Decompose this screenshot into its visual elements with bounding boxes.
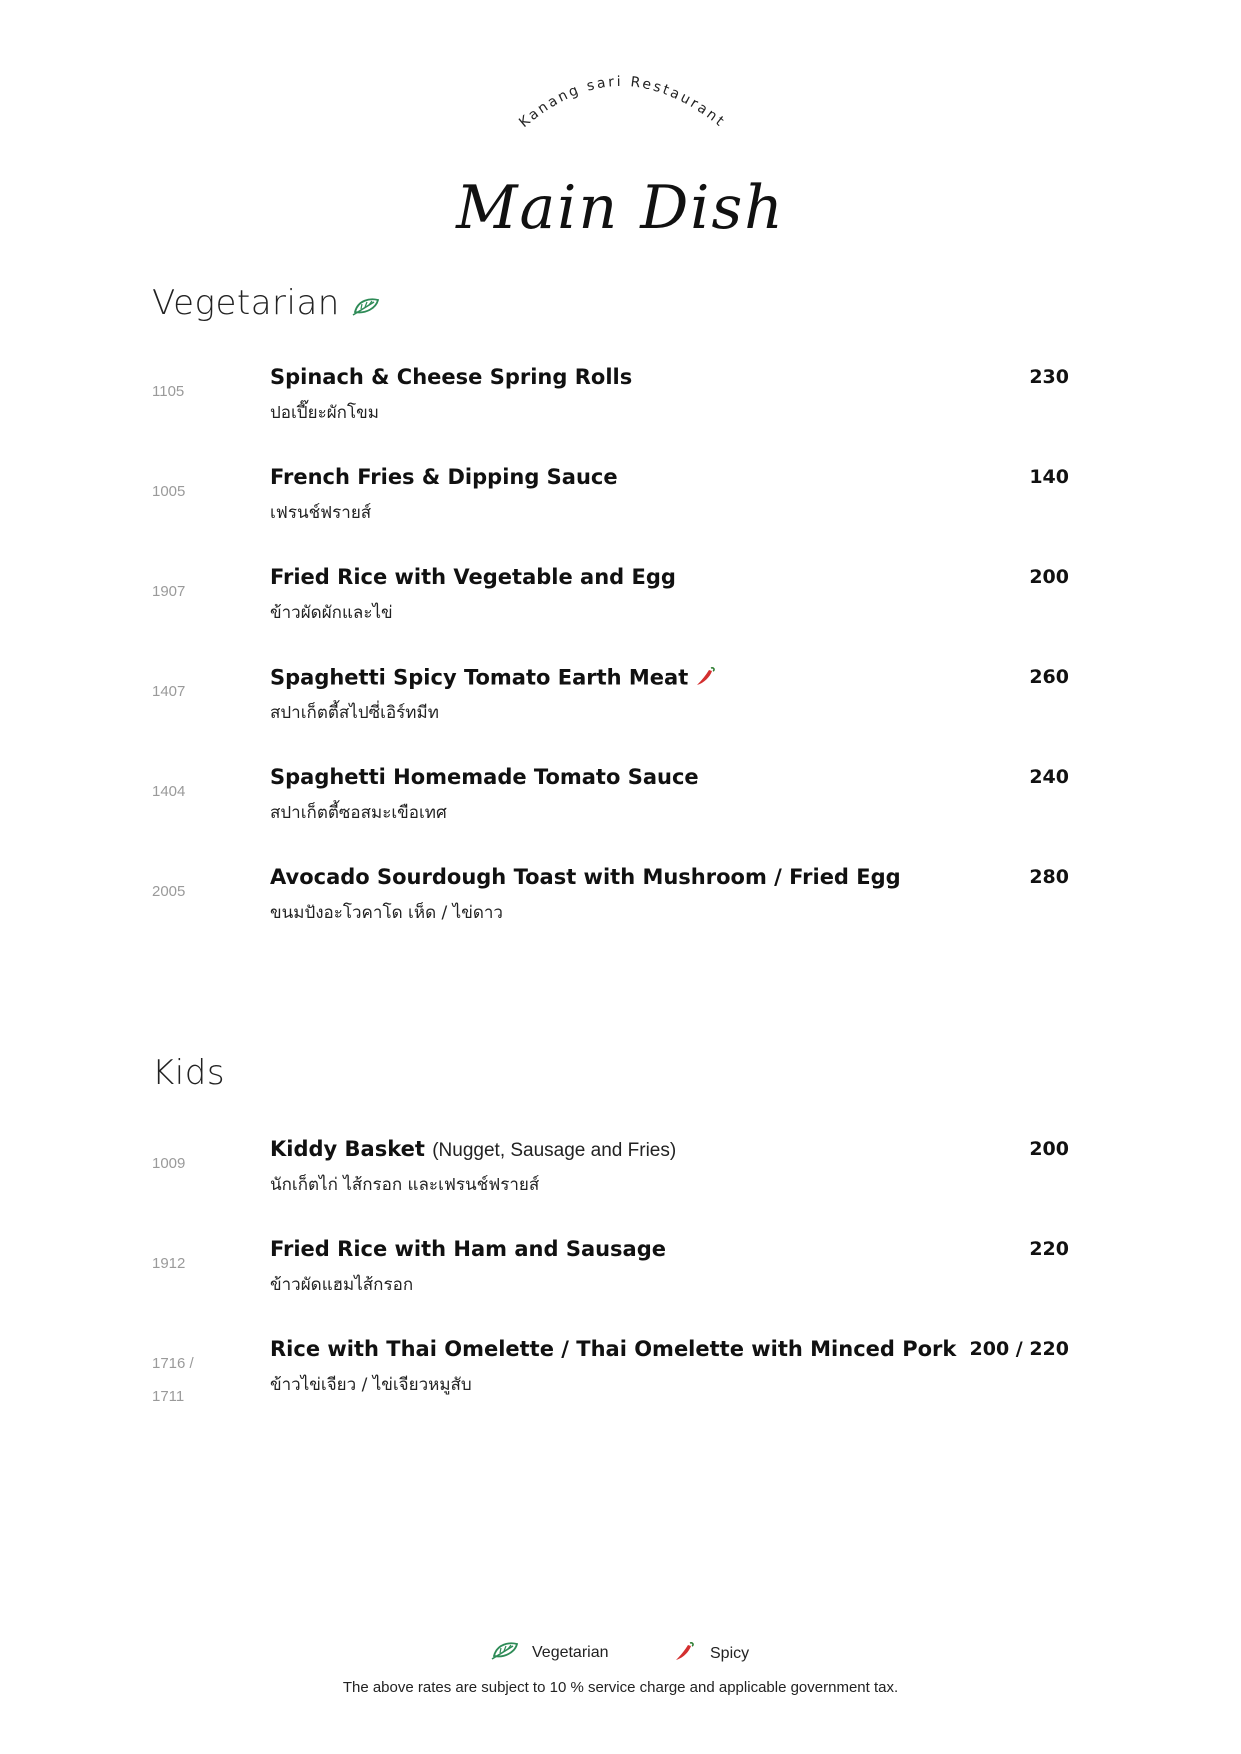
item-thai-name: นักเก็ตไก่ ไส้กรอก และเฟรนช์ฟรายส์ [270, 1175, 540, 1195]
item-thai-name: ข้าวไข่เจียว / ไข่เจียวหมูสับ [270, 1375, 472, 1395]
item-name: Fried Rice with Vegetable and Egg [270, 565, 676, 589]
section-title-label: Kids [152, 1053, 226, 1093]
item-code: 1005 [152, 483, 186, 500]
menu-item [152, 565, 1069, 645]
section-title-label: Vegetarian [152, 283, 340, 323]
page-title: Main Dish [456, 173, 785, 243]
item-name-detail: (Nugget, Sausage and Fries) [432, 1140, 677, 1161]
item-thai-name: สปาเก็ตตี้ซอสมะเขือเทศ [270, 803, 447, 823]
menu-item [152, 365, 1069, 445]
section-title-kids [152, 1053, 225, 1093]
legend-vegetarian-label: Vegetarian [532, 1643, 609, 1661]
menu-item [152, 1137, 1069, 1217]
menu-item [152, 865, 1069, 945]
item-name: Spinach & Cheese Spring Rolls [270, 365, 633, 389]
item-name [270, 1137, 676, 1162]
item-name: French Fries & Dipping Sauce [270, 465, 618, 489]
item-code [152, 1347, 242, 1413]
menu-item [152, 665, 1069, 745]
legend-spicy [672, 1640, 749, 1667]
item-price: 260 [1029, 666, 1069, 688]
item-price: 280 [1029, 866, 1069, 888]
item-price: 200 [1029, 566, 1069, 588]
legend [0, 1640, 1241, 1670]
item-price: 240 [1029, 766, 1069, 788]
item-price: 200 [1029, 1138, 1069, 1160]
item-name: Spaghetti Homemade Tomato Sauce [270, 765, 699, 789]
menu-item [152, 1337, 1069, 1417]
leaf-icon [490, 1640, 520, 1665]
item-thai-name: ขนมปังอะโวคาโด เห็ด / ไข่ดาว [270, 903, 503, 923]
item-code: 2005 [152, 883, 186, 900]
item-code: 1907 [152, 583, 186, 600]
item-thai-name: สปาเก็ตตี้สไปซี่เอิร์ทมีท [270, 703, 439, 723]
item-name: Avocado Sourdough Toast with Mushroom / Fried Egg [270, 865, 901, 889]
chili-icon [672, 1640, 696, 1667]
menu-header [0, 55, 1241, 243]
restaurant-name: Kanang sari Restaurant [516, 73, 729, 132]
chili-icon [694, 665, 716, 692]
menu-item [152, 1237, 1069, 1317]
legend-spicy-label: Spicy [710, 1644, 750, 1662]
menu-item [152, 765, 1069, 845]
item-code: 1009 [152, 1155, 186, 1172]
item-name: Fried Rice with Ham and Sausage [270, 1237, 667, 1261]
item-price: 200 / 220 [969, 1338, 1069, 1360]
svg-text:Kanang sari Restaurant [516, 74, 728, 131]
item-thai-name: ข้าวผัดแฮมไส้กรอก [270, 1275, 414, 1295]
item-code: 1404 [152, 783, 186, 800]
restaurant-arc-name [470, 55, 770, 135]
item-thai-name: เฟรนช์ฟรายส์ [270, 503, 372, 523]
item-price: 140 [1029, 466, 1069, 488]
leaf-icon [352, 285, 380, 325]
item-price: 220 [1029, 1238, 1069, 1260]
item-code-line-1: 1716 / [152, 1355, 194, 1372]
item-price: 230 [1029, 366, 1069, 388]
legend-vegetarian [490, 1640, 609, 1665]
item-code: 1105 [152, 383, 185, 400]
item-code-line-2: 1711 [152, 1388, 185, 1405]
service-charge-note: The above rates are subject to 10 % service charge and applicable government tax. [342, 1679, 899, 1696]
item-name: Rice with Thai Omelette / Thai Omelette with Minced Pork [270, 1337, 957, 1361]
item-name-text: Kiddy Basket [270, 1137, 425, 1161]
item-thai-name: ข้าวผัดผักและไข่ [270, 603, 393, 623]
item-name-text: Spaghetti Spicy Tomato Earth Meat [270, 665, 689, 690]
item-name [270, 665, 716, 692]
item-thai-name: ปอเปี๊ยะผักโขม [270, 403, 379, 423]
item-code: 1407 [152, 683, 186, 700]
item-code: 1912 [152, 1255, 186, 1272]
section-title-vegetarian [152, 283, 380, 325]
menu-item [152, 465, 1069, 545]
